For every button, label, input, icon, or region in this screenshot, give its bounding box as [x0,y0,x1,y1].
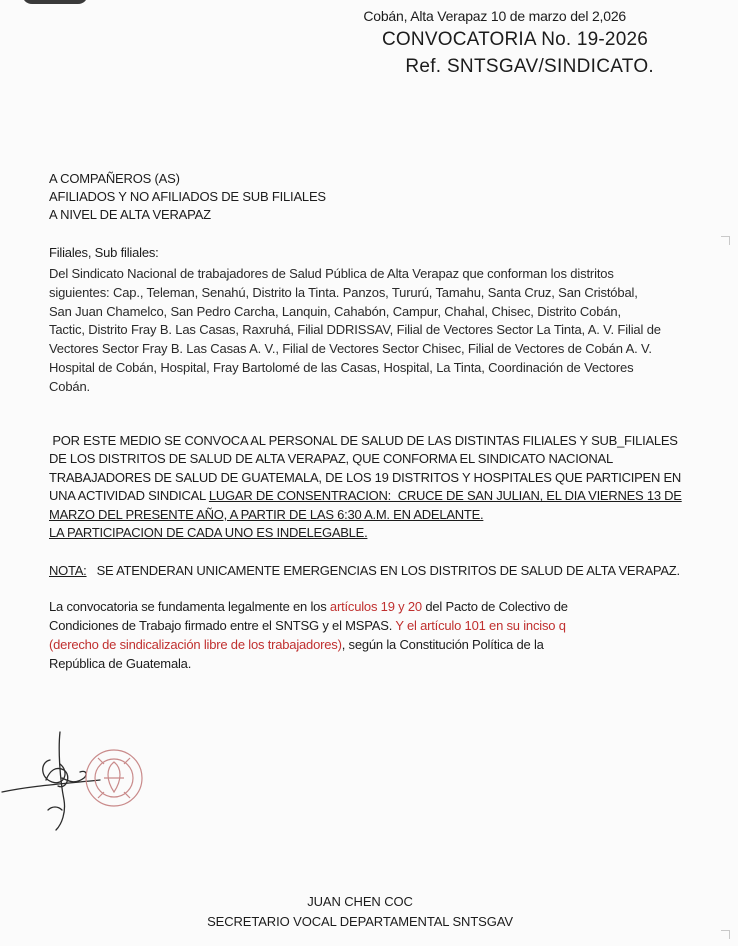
signatory-title-text: SECRETARIO VOCAL DEPARTAMENTAL SNTSGAV [207,914,513,929]
addressee-line: A COMPAÑEROS (AS) [49,171,180,186]
paragraph-line [49,635,649,654]
addressee-line: AFILIADOS Y NO AFILIADOS DE SUB FILIALES [49,189,326,204]
articles-reference: artículos 19 y 20 [329,599,422,614]
legal-basis-paragraph [49,597,649,673]
paragraph-line: Del Sindicato Nacional de trabajadores de Salud Pública de Alta Verapaz que conforman los distritos [49,266,614,281]
signature-and-stamp [0,720,160,840]
signatory-name [0,894,738,909]
paragraph-line [49,487,729,505]
paragraph-line: DE LOS DISTRITOS DE SALUD DE ALTA VERAPAZ, QUE CONFORMA EL SINDICATO NACIONAL [49,451,613,467]
note-text: SE ATENDERAN UNICAMENTE EMERGENCIAS EN LOS DISTRITOS DE SALUD DE ALTA VERAPAZ. [86,563,680,578]
activity-text: UNA ACTIVIDAD SINDICAL [49,488,209,504]
participation-text: LA PARTICIPACION DE CADA UNO ES INDELEGABLE. [49,525,368,541]
note-label: NOTA: [49,563,87,578]
union-stamp [86,750,142,806]
note [49,563,680,578]
reference: Ref. SNTSGAV/SINDICATO. [405,56,654,77]
place-date: Cobán, Alta Verapaz 10 de marzo del 2,026 [363,8,626,24]
phone-status-bar-fragment [22,0,88,4]
right-to-unionize-text: (derecho de sindicalización libre de los trabajadores) [49,637,342,652]
paragraph-line: Vectores Sector Fray B. Las Casas A. V., Filial de Vectores Sector Chisec, Filial de Vectores de Cobán A. V. [49,341,652,357]
paragraph-line: Hospital de Cobán, Hospital, Fray Bartolomé de las Casas, Hospital, La Tinta, Coordinación de Vectores [49,359,634,375]
paragraph-line: TRABAJADORES DE SALUD DE GUATEMALA, DE LOS 19 DISTRITOS Y HOSPITALES QUE PARTICIPEN EN [49,469,682,485]
signatory-title [0,914,738,929]
filiales-title: Filiales, Sub filiales: [49,245,159,260]
text-segment: Condiciones de Trabajo firmado entre el SNTSG y el MSPAS. [49,618,396,633]
paragraph-line: San Juan Chamelco, San Pedro Carcha, Lanquin, Cahabón, Campur, Chahal, Chisec, Distrito Cobán, [49,303,621,319]
addressee-line: A NIVEL DE ALTA VERAPAZ [49,207,211,222]
meeting-place-text: LUGAR DE CONSENTRACION: CRUCE DE SAN JULIAN, EL DIA VIERNES 13 DE [208,488,682,504]
addressee-block [49,170,326,224]
paragraph-line [49,597,649,616]
paragraph-line [49,616,649,635]
meeting-date-text: MARZO DEL PRESENTE AÑO, A PARTIR DE LAS 6:30 A.M. EN ADELANTE. [49,506,484,522]
text-segment: La convocatoria se fundamenta legalmente en los [49,599,330,614]
convocatoria-number: CONVOCATORIA No. 19-2026 [382,29,648,50]
paragraph-line: siguientes: Cap., Teleman, Senahú, Distrito la Tinta. Panzos, Tururú, Tamahu, Santa Cruz, San Cristóbal, [49,284,638,300]
paragraph-line: Tactic, Distrito Fray B. Las Casas, Raxruhá, Filial DDRISSAV, Filial de Vectores Sector La Tinta, A. V. Filial de [49,322,661,338]
paragraph-line: Cobán. [49,378,91,394]
filiales-paragraph [49,265,724,397]
paragraph-line: POR ESTE MEDIO SE CONVOCA AL PERSONAL DE SALUD DE LAS DISTINTAS FILIALES Y SUB_FILIALES [49,433,678,448]
text-segment: , según la Constitución Política de la [341,637,544,652]
handwritten-signature [2,732,100,830]
text-segment: del Pacto de Colectivo de [421,599,568,614]
convocation-paragraph [49,432,729,542]
article-101-reference: Y el artículo 101 en su inciso q [395,618,566,633]
signatory-name-text: JUAN CHEN COC [307,894,413,909]
paragraph-line: República de Guatemala. [49,656,192,671]
page-corner-mark [721,930,730,939]
page-corner-mark [721,236,730,245]
